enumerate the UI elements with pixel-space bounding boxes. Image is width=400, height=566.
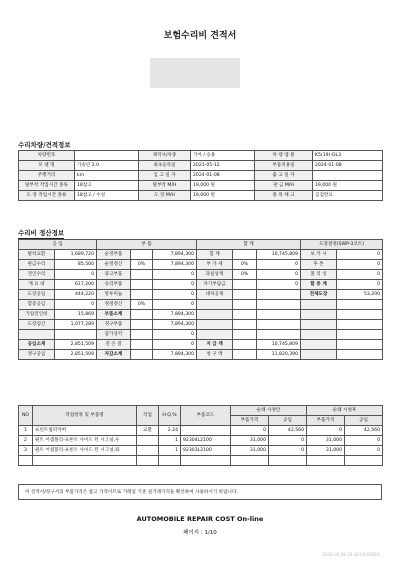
part-cell: 0 [345,436,383,446]
row-label: 순정부품 [97,250,131,260]
row-value: 0 [55,300,97,310]
field-label: 차량번호 [19,151,75,161]
part-cell: 1 [19,426,33,436]
field-value: 기아 / 승용 [191,151,255,161]
column-header: 부품코드 [181,406,231,426]
row-label [197,310,233,320]
row-label: 할증공임 [19,300,55,310]
field-value: 18참고 [75,181,139,191]
part-cell [307,456,345,466]
part-cell: 92304L2100 [181,436,231,446]
column-header: 순례 사정안 [231,406,307,416]
field-label: 종 목 체 크 [255,191,313,201]
row-value: 0 [153,340,197,350]
row-label: 부 가 세 [197,260,233,270]
part-cell: 교환 [137,426,159,436]
field-value [75,151,139,161]
row-value: 85,500 [55,260,97,270]
row-label: 투 톤 [301,260,337,270]
row-label: 지 급 액 [197,340,233,350]
part-cell [181,426,231,436]
row-value: 0 [153,290,197,300]
row-value [131,340,153,350]
row-label: 견인수리 [19,270,55,280]
row-value [131,280,153,290]
column-subheader: 부품가격 [231,416,269,426]
column-header: 부 품 [97,240,197,250]
field-label: 차 량 엠 블 [255,151,313,161]
field-value: 김검완료 [313,191,383,201]
row-value: 0 [55,270,97,280]
field-label: 최초등록일 [139,161,191,171]
part-cell [19,456,33,466]
part-cell: 31,000 [307,436,345,446]
row-value [55,330,97,340]
part-cell: 3 [19,446,33,456]
part-cell: 31,000 [231,436,269,446]
part-cell: 31,000 [307,446,345,456]
row-value [257,310,301,320]
repair-section-heading: 수리차량/견적정보 [18,141,71,149]
row-value [233,310,257,320]
row-value: 0 [153,330,197,340]
row-value [337,350,383,360]
row-value [233,290,257,300]
vehicle-info-table [18,150,383,201]
row-value [257,330,301,340]
row-value [233,250,257,260]
column-subheader: 공임 [269,416,307,426]
vehicle-info-row [19,151,383,161]
redaction-block [150,58,240,88]
field-value [313,171,383,181]
row-value [337,300,383,310]
field-value: 2021-05-12 [191,161,255,171]
part-cell: 92303L2100 [181,446,231,456]
part-cell [269,456,307,466]
settlement-row [19,270,383,280]
row-label: 재 료 대 [19,280,55,290]
column-header: 작업 [137,406,159,426]
vehicle-info-row [19,171,383,181]
row-value [257,320,301,330]
part-cell: 2 [19,436,33,446]
settlement-table [18,239,383,360]
row-value: 0% [131,300,153,310]
column-subheader: 공임 [345,416,383,426]
part-cell: 프런트범퍼커버 [33,426,137,436]
row-label [301,310,337,320]
row-value [131,320,153,330]
field-value: km [75,171,139,181]
part-cell [159,456,181,466]
row-value: 7,894,300 [153,250,197,260]
field-label: 모 델 명 [19,161,75,171]
row-label: 도장검산 [19,320,55,330]
row-value: 15,869 [55,310,97,320]
field-label: 입 고 일 자 [139,171,191,181]
vehicle-info-row [19,161,383,171]
row-value [337,320,383,330]
row-value: 0% [233,270,257,280]
row-label [197,330,233,340]
row-value: 0% [131,260,153,270]
part-cell: 1 [159,436,181,446]
row-value: 10,745,809 [257,340,301,350]
row-value: 617,200 [55,280,97,290]
field-value: 18참고 / 수성 [75,191,139,201]
part-cell: 0 [231,426,269,436]
page-number: 페이지 : 1/10 [183,530,217,536]
settlement-row [19,310,383,320]
field-label: 탈부착 M/H [139,181,191,191]
row-value [337,330,383,340]
row-value: 10,745,809 [257,250,301,260]
row-label: 정구부품 [97,320,131,330]
row-label: 탈착교환 [19,250,55,260]
row-value: 0 [153,270,197,280]
field-value: 19,000 원 [191,191,255,201]
row-value: 0 [337,280,383,290]
row-value: 2,851,509 [55,340,97,350]
row-label: 자기부담금 [197,280,233,290]
row-label: 청 구 액 [197,350,233,360]
row-value: 0 [153,300,197,310]
part-cell [33,456,137,466]
row-label [301,330,337,340]
column-header: 도장결정(SWP-3코트) [301,240,383,250]
row-value: 53,200 [337,290,383,300]
row-label: 판금수리 [19,260,55,270]
field-value: 2024-01-08 [191,171,255,181]
part-cell: 0 [345,446,383,456]
row-label: 도장공임 [19,290,55,300]
row-value [257,290,301,300]
row-value: 444,220 [55,290,97,300]
column-header: NO [19,406,33,426]
column-header: 공 임 [19,240,97,250]
row-label [197,300,233,310]
settlement-row [19,290,383,300]
row-value [131,270,153,280]
row-value [131,310,153,320]
part-row [19,446,383,456]
row-label: 폴 리 싱 [301,270,337,280]
row-value [233,340,257,350]
row-label: 가압견인비 [19,310,55,320]
field-label: 부품적용일 [255,161,313,171]
field-label: 출 고 일 자 [255,171,313,181]
part-row-empty [19,456,383,466]
row-value: 0 [257,260,301,270]
row-label [301,300,337,310]
row-value [131,250,153,260]
field-label: 탈부착 작업시간 종류 [19,181,75,191]
part-cell: 31,000 [231,446,269,456]
row-value [233,300,257,310]
row-value: 1,077,289 [55,320,97,330]
part-cell: 뭔트 어셈블리-프론트 사이드 턴 시그널,우 [33,436,137,446]
row-label: 대차공제 [197,290,233,300]
field-label: 제작사/차종 [139,151,191,161]
vehicle-info-row [19,181,383,191]
row-value [131,290,153,300]
field-value: 19,000 원 [313,181,383,191]
field-label: 주행거리 [19,171,75,181]
parts-table [18,405,383,466]
field-label: 판 금 M/H [255,181,313,191]
row-value: 7,894,300 [153,350,197,360]
column-header: 합 계 [197,240,301,250]
row-label: 합 계 [197,250,233,260]
part-cell: 0 [269,446,307,456]
part-cell: 1 [159,446,181,456]
row-value: 0 [337,250,383,260]
row-label [301,350,337,360]
row-label: 부품소계 [97,310,131,320]
part-row [19,436,383,446]
part-cell [181,456,231,466]
row-value: 7,894,300 [153,310,197,320]
part-cell [231,456,269,466]
row-value: 11,820,390 [257,350,301,360]
row-label: 순정정산 [97,260,131,270]
part-cell [137,446,159,456]
settlement-row [19,330,383,340]
row-label: 중고부품 [97,270,131,280]
row-label: 정구공임 [19,350,55,360]
vehicle-info-row [19,191,383,201]
row-value: 7,894,300 [153,320,197,330]
settle-section-heading: 수리비 정산정보 [18,229,65,237]
row-label: 유리부품 [97,280,131,290]
part-cell: 42,560 [269,426,307,436]
part-cell: 2.24 [159,426,181,436]
row-value [337,340,383,350]
row-value: 0 [337,260,383,270]
row-value [233,330,257,340]
part-row [19,426,383,436]
parts-header-row [19,406,383,416]
row-label [197,320,233,330]
row-label: 전체도장 [301,290,337,300]
settlement-row [19,340,383,350]
part-cell: 뭔트 어셈블리-프론트 사이드 턴 시그널,좌 [33,446,137,456]
row-value: 2,851,509 [55,350,97,360]
column-subheader: 부품가격 [307,416,345,426]
field-value: 19,000 원 [191,181,255,191]
row-value: 0 [337,270,383,280]
column-header: 작업항목 및 부품명 [33,406,137,426]
settlement-row [19,300,383,310]
row-value [233,350,257,360]
row-label [301,340,337,350]
row-value: 1,689,720 [55,250,97,260]
settlement-header-row [19,240,383,250]
row-value: 7,894,300 [153,260,197,270]
row-label: 할 증 계 [301,280,337,290]
row-label: 감가상각 [97,330,131,340]
part-cell: 0 [269,436,307,446]
row-value [131,350,153,360]
settlement-row [19,350,383,360]
print-stamp: 2024-01-08 10:30:00 KOREA [322,552,380,557]
row-label: 자감소계 [97,350,131,360]
field-value: K5(19)-DL3 [313,151,383,161]
row-value [257,300,301,310]
row-label: 과실상계 [197,270,233,280]
row-label: 알루미늄 [97,290,131,300]
field-label: 도 장 작업시간 종류 [19,191,75,201]
field-value: 2024-01-08 [313,161,383,171]
page-title: 보험수리비 견적서 [163,31,237,41]
row-label: 보 카 시 [301,250,337,260]
footer-title: AUTOMOBILE REPAIR COST On-line [136,515,264,523]
part-cell: 42,560 [345,426,383,436]
settlement-row [19,250,383,260]
settlement-row [19,260,383,270]
settlement-row [19,320,383,330]
notice-text: 이 견적서/청구서의 부품가격은 참고 가격이므로 거래일 기준 실거래가격을 확인하여 사용하시기 바랍니다. [18,484,382,500]
column-header: 순례 시청후 [307,406,383,416]
field-label: 도 장 M/H [139,191,191,201]
row-value: 0 [257,270,301,280]
row-value [233,320,257,330]
row-label [19,330,55,340]
row-label: 전 손 절 [97,340,131,350]
settlement-row [19,280,383,290]
row-value: 0 [257,280,301,290]
row-value: 0 [153,280,197,290]
field-value: 가솔린 2.0 [75,161,139,171]
row-value: 0% [233,260,257,270]
part-cell: 0 [307,426,345,436]
row-label: 공임소계 [19,340,55,350]
row-value [131,330,153,340]
row-value [337,310,383,320]
row-label: 정정정산 [97,300,131,310]
part-cell [137,436,159,446]
part-cell [345,456,383,466]
column-header: H.Q.% [159,406,181,426]
part-cell [137,456,159,466]
row-label [301,320,337,330]
row-value [233,280,257,290]
